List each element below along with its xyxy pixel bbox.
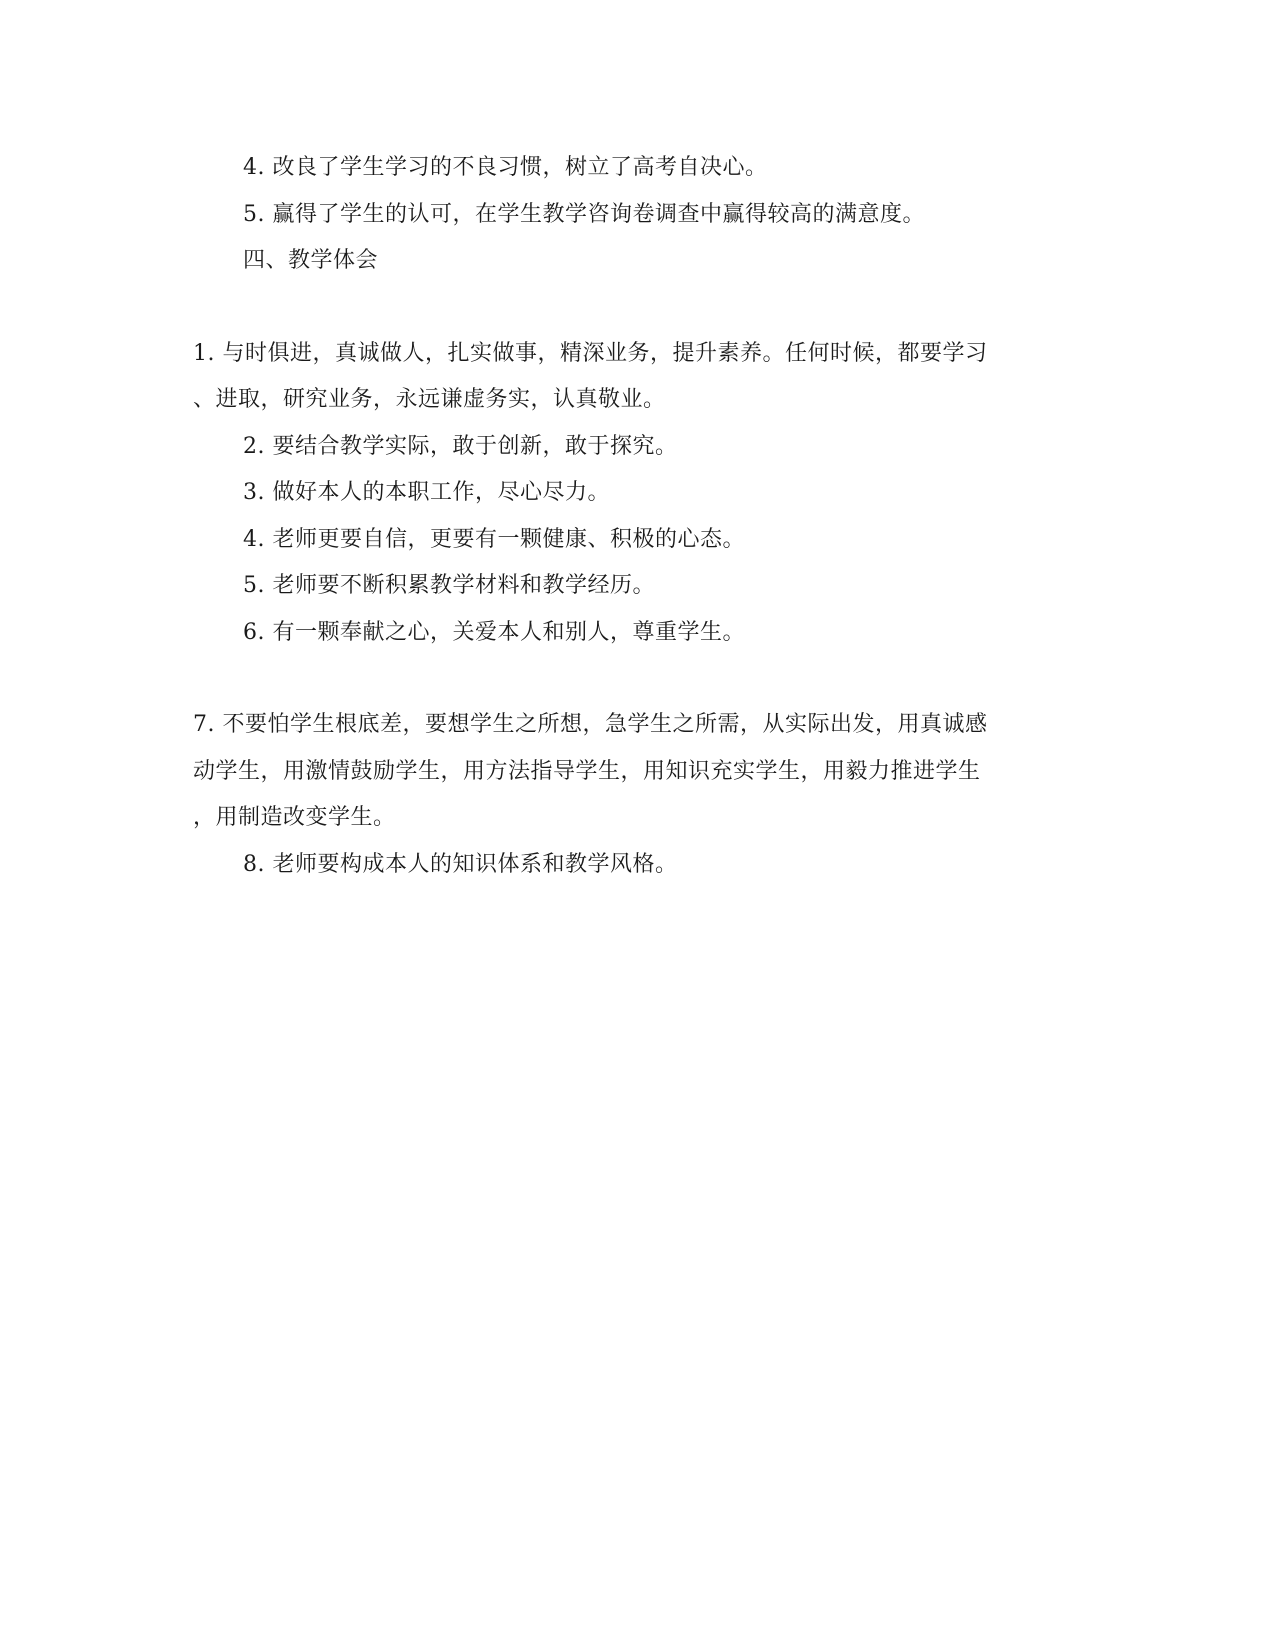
section-heading: 四、教学体会: [243, 248, 379, 273]
insight-item-4: 4. 老师更要自信，更要有一颗健康、积极的心态。: [243, 527, 745, 552]
insight-item-1-line-1: 1. 与时俱进，真诚做人，扎实做事，精深业务，提升素养。任何时候，都要学习: [193, 341, 988, 366]
result-item-5: 5. 赢得了学生的认可，在学生教学咨询卷调查中赢得较高的满意度。: [243, 202, 925, 227]
insight-item-7-line-2: 动学生，用激情鼓励学生，用方法指导学生，用知识充实学生，用毅力推进学生: [193, 759, 981, 784]
insight-item-7-line-1: 7. 不要怕学生根底差，要想学生之所想，急学生之所需，从实际出发，用真诚感: [193, 712, 988, 737]
insight-item-5: 5. 老师要不断积累教学材料和教学经历。: [243, 573, 655, 598]
insight-item-1-line-2: 、进取，研究业务，永远谦虚务实，认真敬业。: [193, 387, 666, 412]
insight-item-6: 6. 有一颗奉献之心，关爱本人和别人，尊重学生。: [243, 620, 745, 645]
insight-item-2: 2. 要结合教学实际，敢于创新，敢于探究。: [243, 434, 678, 459]
result-item-4: 4. 改良了学生学习的不良习惯，树立了高考自决心。: [243, 155, 768, 180]
insight-item-7-line-3: ，用制造改变学生。: [193, 805, 396, 830]
insight-item-8: 8. 老师要构成本人的知识体系和教学风格。: [243, 852, 678, 877]
insight-item-3: 3. 做好本人的本职工作，尽心尽力。: [243, 480, 610, 505]
